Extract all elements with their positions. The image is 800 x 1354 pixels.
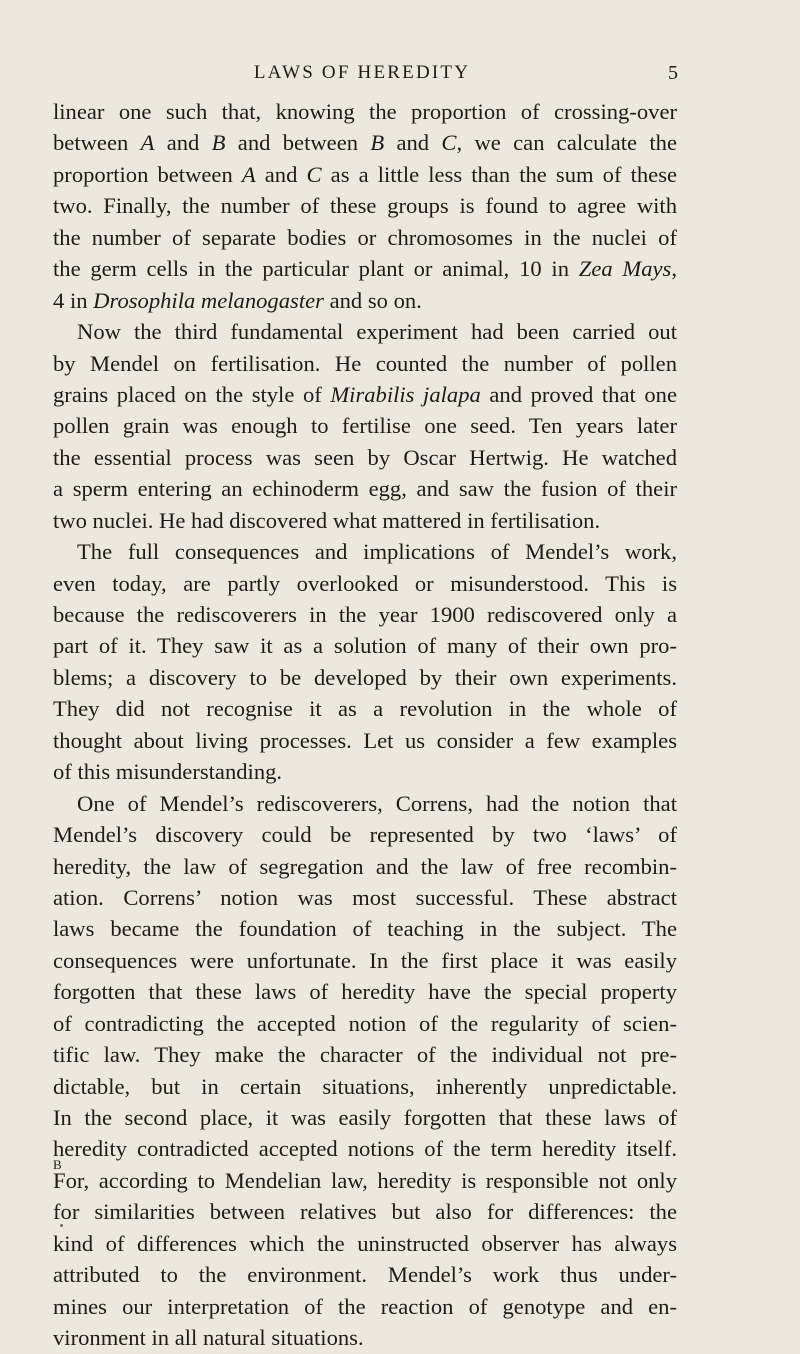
text-segment: as a little less than the sum of these [321,161,678,187]
text-segment: vironment in all natural situations. [53,1325,364,1351]
text-segment: ation. Correns’ notion was most successful. These abstract [53,884,677,910]
text-segment: of this misunderstanding. [53,759,283,785]
text-line [53,945,677,976]
text-segment: laws became the foundation of teaching in the subject. The [53,916,677,942]
text-line [53,1039,677,1070]
text-line [53,253,677,284]
body-text [53,96,677,1354]
text-line [53,505,677,536]
text-line [53,1259,677,1290]
text-line [53,851,677,882]
text-segment: linear one such that, knowing the proportion of crossing-over [53,99,677,124]
text-segment: consequences were unfortunate. In the first place it was easily [53,947,677,973]
text-segment: mines our interpretation of the reaction of genotype and en- [53,1293,677,1319]
signature-mark: B [53,1157,63,1172]
text-segment: and so on. [323,287,422,313]
text-line [53,788,677,819]
text-line [53,1133,677,1164]
text-line [53,1071,677,1102]
text-segment: and between [225,130,371,156]
text-line [53,1228,677,1259]
text-line [53,1165,677,1196]
text-segment: tific law. They make the character of the individual not pre- [53,1042,677,1068]
text-line [53,159,677,190]
text-segment: The full consequences and implications of Mendel’s work, [77,539,677,565]
text-segment: and [154,130,212,156]
running-title: LAWS OF HEREDITY [253,62,471,83]
text-segment: by Mendel on fertilisation. He counted the number of pollen [53,350,677,376]
text-segment: pollen grain was enough to fertilise one seed. Ten years later [53,413,677,439]
page-number: 5 [668,62,678,84]
text-segment: of contradicting the accepted notion of the regularity of scien- [53,1010,677,1036]
italic-text: Mirabilis jalapa [330,381,481,407]
text-segment: part of it. They saw it as a solution of many of their own pro- [53,633,677,659]
text-line [53,316,677,347]
text-line [53,410,677,441]
text-segment: Mendel’s discovery could be represented by two ‘laws’ of [53,822,677,848]
text-segment: They did not recognise it as a revolution in the whole of [53,696,677,722]
italic-text: C [441,130,457,156]
text-segment: , [671,256,678,282]
text-segment: In the second place, it was easily forgotten that these laws of [53,1105,677,1130]
text-segment: the number of separate bodies or chromosomes in the nuclei of [53,224,677,250]
text-line [53,756,677,787]
text-segment: attributed to the environment. Mendel’s work thus under- [53,1262,677,1288]
text-segment: Now the third fundamental experiment had been carried out [77,319,677,345]
text-line [53,190,677,221]
text-segment: the germ cells in the particular plant or animal, 10 in [53,256,579,282]
text-segment: even today, are partly overlooked or misunderstood. This is [53,570,677,596]
text-segment: heredity contradicted accepted notions of the term heredity itself. [53,1136,677,1162]
text-line [53,1102,677,1133]
text-line [53,285,677,316]
text-line [53,693,677,724]
italic-text: B [211,130,226,156]
text-segment: and [255,161,307,187]
text-line [53,662,677,693]
text-line [53,127,677,158]
text-line [53,725,677,756]
text-line [53,1008,677,1039]
italic-text: C [306,161,322,187]
text-segment: dictable, but in certain situations, inherently unpredictable. [53,1073,677,1099]
text-segment: blems; a discovery to be developed by their own experiments. [53,664,677,690]
running-header [52,62,678,92]
italic-text: A [241,161,256,187]
text-segment: for similarities between relatives but also for differences: the [53,1199,677,1225]
italic-text: Zea Mays [578,256,672,282]
text-segment: and proved that one [480,381,677,407]
text-segment: and [384,130,442,156]
text-segment: a sperm entering an echinoderm egg, and saw the fusion of their [53,476,677,502]
text-segment: , we can calculate the [456,130,677,156]
text-line [53,1322,677,1353]
text-segment: two nuclei. He had discovered what mattered in fertilisation. [53,507,601,533]
italic-text: A [140,130,155,156]
text-segment: because the rediscoverers in the year 1900 rediscovered only a [53,602,677,627]
text-segment: kind of differences which the uninstructed observer has always [53,1230,677,1256]
text-line [53,348,677,379]
italic-text: B [370,130,385,156]
text-segment: between [53,130,141,156]
text-line [53,976,677,1007]
text-line [53,379,677,410]
text-segment: One of Mendel’s rediscoverers, Correns, had the notion that [77,790,677,816]
text-line [53,442,677,473]
text-segment: heredity, the law of segregation and the law of free recombin- [53,853,677,879]
text-segment: For, according to Mendelian law, heredity is responsible not only [53,1167,677,1193]
text-segment: two. Finally, the number of these groups is found to agree with [53,193,677,219]
italic-text: Drosophila melanogaster [93,287,324,313]
text-line [53,819,677,850]
text-line [53,536,677,567]
text-line [53,96,677,127]
ink-speck [60,1224,63,1227]
text-segment: thought about living processes. Let us consider a few examples [53,727,677,753]
text-line [53,599,677,630]
text-segment: forgotten that these laws of heredity have the special property [53,979,677,1005]
text-line [53,473,677,504]
text-segment: grains placed on the style of [53,381,331,407]
text-line [53,1291,677,1322]
text-segment: the essential process was seen by Oscar Hertwig. He watched [53,444,677,470]
text-line [53,913,677,944]
text-segment: 4 in [53,287,94,313]
text-line [53,222,677,253]
text-segment: proportion between [53,161,242,187]
text-line [53,568,677,599]
text-line [53,1196,677,1227]
text-line [53,882,677,913]
text-line [53,630,677,661]
